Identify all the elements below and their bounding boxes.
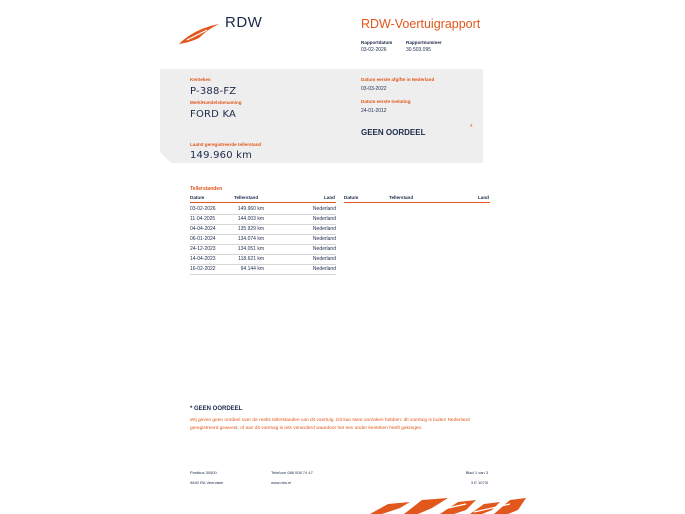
merk-value: FORD KA	[190, 109, 237, 120]
brand-name: RDW	[225, 14, 263, 31]
row-date: 14-04-2023	[190, 256, 216, 262]
row-date: 04-04-2024	[190, 226, 216, 232]
footnote-title: * GEEN OORDEEL	[190, 406, 243, 412]
row-land: Nederland	[312, 246, 336, 252]
kenteken-value: P-388-FZ	[190, 86, 237, 97]
decorative-stripes-icon	[370, 496, 526, 514]
footer-website-link[interactable]: www.rdw.nl	[271, 480, 292, 485]
row-land: Nederland	[312, 236, 336, 242]
row-land: Nederland	[312, 216, 336, 222]
row-date: 16-02-2022	[190, 266, 216, 272]
laatste-label: Laatst geregistreerde tellerstand	[190, 142, 262, 147]
row-land: Nederland	[312, 256, 336, 262]
table-header-rule-left	[190, 202, 336, 203]
row-km: 135.929 km	[237, 226, 264, 232]
verdict-footnote-marker: *	[470, 124, 473, 131]
col-land-left: Land	[324, 195, 335, 200]
table-row	[190, 264, 336, 275]
footer-document-code: 3 E 1073I	[470, 480, 488, 485]
row-land: Nederland	[312, 266, 336, 272]
kenteken-label: Kenteken	[190, 77, 211, 82]
row-date: 11-04-2025	[190, 216, 216, 222]
col-datum-right: Datum	[344, 195, 359, 200]
report-title: RDW-Voertuigrapport	[361, 17, 481, 31]
verdict-badge: GEEN OORDEEL	[361, 128, 426, 137]
toelating-value: 24-01-2012	[361, 108, 387, 114]
afgifte-value: 03-03-2022	[361, 86, 387, 92]
col-tellerstand-left: Tellerstand	[234, 195, 259, 200]
row-km: 149.960 km	[237, 206, 264, 212]
toelating-label: Datum eerste toelating	[361, 99, 411, 104]
footer-phone: Telefoon 088 008 74 47	[271, 470, 313, 475]
footer-address-line2: 9640 RA Veendam	[190, 480, 224, 485]
merk-label: Merk/Handelsbenaming	[190, 100, 242, 105]
footer-address-line1: Postbus 30000	[190, 470, 217, 475]
col-land-right: Land	[478, 195, 489, 200]
row-km: 134.074 km	[237, 236, 264, 242]
row-land: Nederland	[312, 206, 336, 212]
report-date-label: Rapportdatum	[361, 40, 393, 45]
col-tellerstand-right: Tellerstand	[389, 195, 414, 200]
row-date: 03-02-2026	[190, 206, 216, 212]
row-date: 06-01-2024	[190, 236, 216, 242]
row-km: 144.003 km	[237, 216, 264, 222]
row-km: 118.621 km	[238, 256, 264, 262]
report-number-label: Rapportnummer	[406, 40, 442, 45]
row-date: 24-12-2023	[190, 246, 216, 252]
tellerstanden-title: Tellerstanden	[190, 186, 223, 192]
afgifte-label: Datum eerste afgifte in Nederland	[361, 77, 435, 82]
row-km: 134.051 km	[237, 246, 264, 252]
report-number-value: 30.503.095	[406, 47, 432, 53]
rdw-logo-icon	[177, 22, 221, 46]
col-datum-left: Datum	[190, 195, 205, 200]
table-header-rule-right	[344, 202, 490, 203]
box-corner-notch	[160, 152, 172, 164]
row-km: 94.144 km	[240, 266, 264, 272]
report-date-value: 03-02-2026	[361, 47, 387, 53]
footer-page-number: Blad 1 van 3	[465, 470, 488, 475]
laatste-value: 149.960 km	[190, 150, 253, 161]
footnote-text: Wij geven geen oordeel over de reeks tellerstanden van dit voertuig. Dit kan twee oorzaken hebben: dit voertuig is buiten Nederland geregistreerd geweest, of aan dit voertuig is iets veranderd waardoor het een ander kenteken heeft gekregen.	[190, 418, 470, 431]
row-land: Nederland	[312, 226, 336, 232]
